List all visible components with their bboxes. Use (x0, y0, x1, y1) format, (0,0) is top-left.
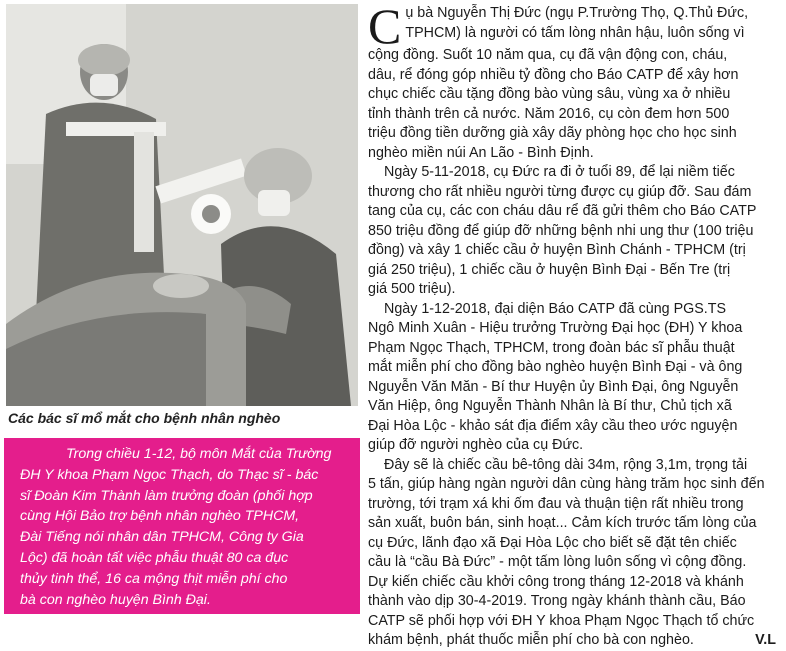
article-line: cộng đồng. Suốt 10 năm qua, cụ đã vận động con, cháu, (368, 47, 728, 63)
article-line: 850 triệu đồng để giúp đỡ những bệnh nhi ung thư (100 triệu (368, 222, 754, 239)
article-line: trường, tới trạm xá khi ốm đau và thuận tiện rất nhiều trong (368, 495, 744, 512)
article-line: sản xuất, buôn bán, sinh hoạt... Cảm kích trước tấm lòng của (368, 515, 757, 531)
intro-paragraph (20, 444, 348, 610)
article-line: tỉnh thành trên cả nước. Năm 2016, cụ còn đem hơn 500 (368, 105, 730, 122)
article-line: Văn Hiệp, ông Nguyễn Thành Nhân là Bí thư, Chủ tịch xã (368, 398, 732, 414)
intro-line: Lộc) đã hoàn tất việc phẫu thuật 80 ca đục (20, 549, 289, 566)
article-line: khám bệnh, phát thuốc miễn phí cho bà con nghèo. (368, 632, 694, 648)
intro-line: cùng Hội Bảo trợ bệnh nhân nghèo TPHCM, (20, 508, 300, 525)
article-line: giúp đỡ người nghèo của cụ Đức. (368, 437, 584, 453)
article-line: mắt miễn phí cho đồng bào nghèo huyện Bình Đại - và ông (368, 359, 743, 375)
article-line: Nguyễn Văn Măn - Bí thư Huyện ủy Bình Đại, ông Nguyễn (368, 378, 739, 395)
surgery-photo (6, 4, 358, 406)
drop-cap: C (368, 0, 402, 54)
article-line: Phạm Ngọc Thạch, TPHCM, trong đoàn bác sĩ phẫu thuật (368, 339, 735, 356)
article-line: Ngày 1-12-2018, đại diện Báo CATP đã cùng PGS.TS (384, 300, 727, 317)
article-line: tang của cụ, các con cháu dâu rể đã gửi thêm cho Báo CATP (368, 203, 757, 219)
intro-line: thủy tinh thể, 16 ca mộng thịt miễn phí cho (20, 570, 288, 587)
article-line: ụ bà Nguyễn Thị Đức (ngụ P.Trường Thọ, Q.Thủ Đức, (405, 5, 749, 21)
article-line: thương cho rất nhiều người từng được cụ giúp đỡ. Sau đám (368, 183, 752, 200)
intro-line: Trong chiều 1-12, bộ môn Mắt của Trường (66, 446, 332, 462)
intro-line: ĐH Y khoa Phạm Ngọc Thạch, do Thạc sĩ - bác (20, 466, 319, 483)
article-line: Dự kiến chiếc cầu khởi công trong tháng 12-2018 và khánh (368, 573, 744, 590)
surgery-illustration (6, 4, 358, 406)
intro-line: bà con nghèo huyện Bình Đại. (20, 591, 211, 608)
article-line: Ngô Minh Xuân - Hiệu trưởng Trường Đại học (ĐH) Y khoa (368, 320, 743, 336)
article-line: triệu đồng tiền dưỡng già xây dãy phòng học cho học sinh (368, 125, 737, 141)
article-line: giá 250 triệu), 1 chiếc cầu ở huyện Bình Đại - Bến Tre (trị (368, 261, 731, 278)
article-line-last (368, 631, 776, 651)
article-line: CATP sẽ phối hợp với ĐH Y khoa Phạm Ngọc Thạch tổ chức (368, 612, 755, 629)
article-line: chục chiếc cầu tặng đồng bào vùng sâu, vùng xa ở nhiều (368, 86, 731, 102)
article-line: đồng) và xây 1 chiếc cầu ở huyện Bình Chánh - TPHCM (trị (368, 242, 746, 258)
article-line: thành vào dịp 30-4-2019. Trong ngày khánh thành cầu, Báo (368, 593, 746, 609)
article-line: Đây sẽ là chiếc cầu bê-tông dài 34m, rộng 3,1m, trọng tải (384, 456, 748, 473)
article-body (368, 0, 776, 651)
article-line: nghèo miền núi An Lão - Bình Định. (368, 144, 594, 161)
article-line: 5 tấn, giúp hàng ngàn người dân cùng hàng trăm học sinh đến (368, 476, 765, 492)
author-signature: V.L (755, 632, 776, 648)
article-line: cầu là “cầu Bà Đức” - một tấm lòng luôn sống vì cộng đồng. (368, 554, 747, 570)
article-line: cụ Đức, lãnh đạo xã Đại Hòa Lộc cho biết sẽ đặt tên chiếc (368, 534, 737, 551)
article-line: Ngày 5-11-2018, cụ Đức ra đi ở tuổi 89, để lại niềm tiếc (384, 164, 735, 180)
article-line: TPHCM) là người có tấm lòng nhân hậu, luôn sống vì (405, 24, 745, 41)
article-line: dâu, rể đóng góp nhiều tỷ đồng cho Báo CATP để xây hơn (368, 66, 739, 83)
intro-box (4, 438, 360, 614)
intro-line: Đài Tiếng nói nhân dân TPHCM, Công ty Gia (20, 529, 304, 546)
photo-caption: Các bác sĩ mổ mắt cho bệnh nhân nghèo (8, 410, 281, 426)
article-line: Đại Hòa Lộc - khảo sát địa điểm xây cầu theo ước nguyện (368, 417, 738, 434)
intro-line: sĩ Đoàn Kim Thành làm trưởng đoàn (phối hợp (20, 487, 313, 504)
article-line: giá 500 triệu). (368, 281, 456, 297)
